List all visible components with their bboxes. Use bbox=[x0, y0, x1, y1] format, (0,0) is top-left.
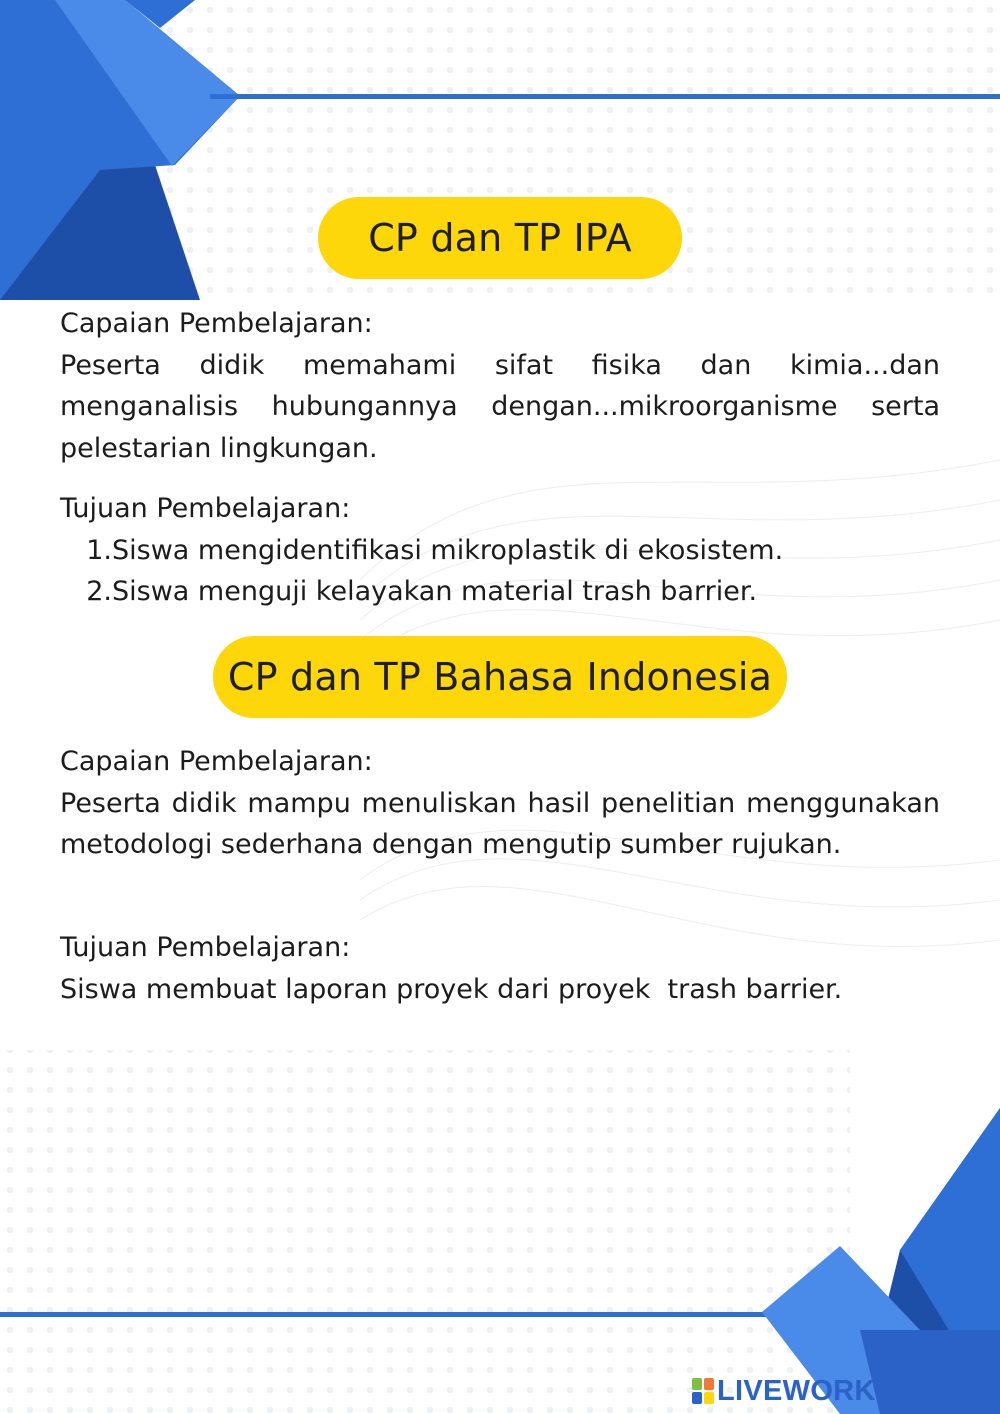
liveworksheets-logo[interactable] bbox=[692, 1374, 994, 1408]
tp-label-ipa: Tujuan Pembelajaran: bbox=[60, 493, 351, 524]
list-item-text: Siswa menguji kelayakan material trash barrier. bbox=[112, 576, 758, 607]
liveworksheets-brand-text: LIVEWORKSHEETS bbox=[717, 1374, 994, 1407]
tp-list-ipa bbox=[60, 530, 940, 613]
list-item-number: 1. bbox=[86, 534, 112, 566]
liveworksheets-logo-icon bbox=[692, 1378, 714, 1404]
tp-text-bahasa-indonesia: Siswa membuat laporan proyek dari proyek trash barrier. bbox=[60, 973, 843, 1005]
cp-block-bahasa-indonesia bbox=[60, 741, 940, 866]
list-item-number: 2. bbox=[86, 576, 112, 607]
dot-pattern-bottom bbox=[0, 1050, 850, 1414]
top-rule bbox=[210, 94, 1000, 99]
cp-label-bahasa-indonesia: Capaian Pembelajaran: bbox=[60, 746, 373, 777]
cp-label-ipa: Capaian Pembelajaran: bbox=[60, 308, 373, 339]
cp-text-bahasa-indonesia: Peserta didik mampu menuliskan hasil penelitian menggunakan metodologi sederhana dengan mengutip sumber rujukan. bbox=[60, 787, 940, 860]
list-item-text: Siswa mengidentifikasi mikroplastik di ekosistem. bbox=[112, 534, 784, 566]
tp-block-ipa bbox=[60, 488, 940, 613]
tp-label-bahasa-indonesia: Tujuan Pembelajaran: bbox=[60, 932, 351, 963]
bottom-rule bbox=[0, 1312, 800, 1317]
section-title-bahasa-indonesia: CP dan TP Bahasa Indonesia bbox=[213, 636, 787, 718]
list-item bbox=[60, 530, 940, 572]
list-item bbox=[60, 571, 940, 613]
section-title-ipa: CP dan TP IPA bbox=[318, 197, 682, 279]
cp-text-ipa: Peserta didik memahami sifat fisika dan kimia...dan menganalisis hubungannya dengan...mikroorganisme serta pelestarian lingkungan. bbox=[60, 349, 940, 464]
cp-block-ipa bbox=[60, 303, 940, 469]
tp-block-bahasa-indonesia bbox=[60, 927, 940, 1010]
